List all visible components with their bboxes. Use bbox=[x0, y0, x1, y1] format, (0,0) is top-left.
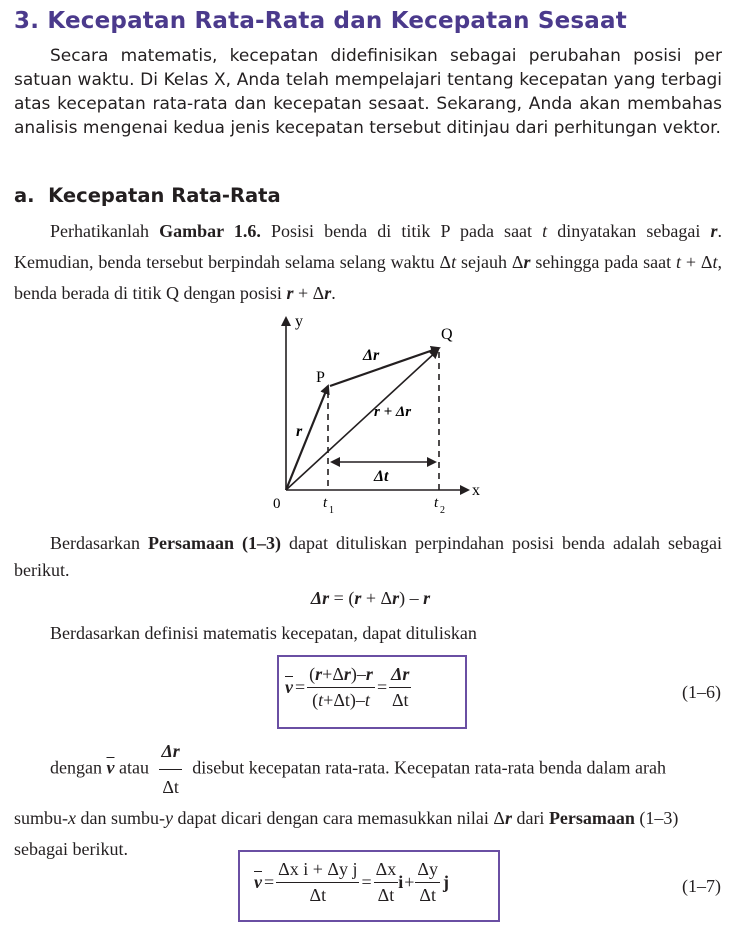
figure-1-6-position-diagram bbox=[264, 312, 504, 524]
var-r: r bbox=[324, 283, 332, 303]
eq-term: Δy bbox=[415, 859, 440, 883]
text-run: + Δ bbox=[680, 252, 713, 272]
var-t: t bbox=[675, 252, 681, 272]
text-run: dengan bbox=[50, 757, 107, 778]
fraction-2 bbox=[389, 664, 411, 711]
eq-term: Δt bbox=[309, 885, 327, 905]
eq-term: Δr bbox=[310, 588, 330, 608]
text-run: , benda berada di titik Q dengan posisi bbox=[14, 252, 722, 303]
equation-number-1-7: (1–7) bbox=[682, 876, 721, 896]
text-run: sejauh Δ bbox=[456, 252, 524, 272]
text-run: . bbox=[331, 283, 336, 303]
r-plus-delta-r-vector bbox=[286, 350, 438, 490]
text-run: + Δ bbox=[293, 283, 325, 303]
eq-term: r bbox=[423, 588, 431, 608]
eq-term: r bbox=[354, 588, 362, 608]
var-t: t bbox=[712, 252, 718, 272]
var-r: r bbox=[504, 808, 512, 828]
section-title: Kecepatan Rata-Rata dan Kecepatan Sesaat bbox=[47, 8, 627, 34]
subsection-letter: a. bbox=[14, 184, 35, 207]
eq-term: ) – bbox=[399, 588, 424, 608]
delta-t-right-arrowhead bbox=[427, 457, 437, 467]
var-r: r bbox=[523, 252, 531, 272]
text-run: disebut kecepatan rata-rata. Kecepatan rata-rata benda dalam arah sumbu- bbox=[14, 757, 666, 828]
eq-term: Δt bbox=[162, 777, 179, 797]
intro-text: Secara matematis, kecepatan didefinisikan sebagai perubahan posisi per satuan waktu. Di Kelas X, Anda telah mempelajari tentang kecepatan yang terbagi atas kecepatan rata-rata dan kecepatan sesaat. Sekarang, Anda akan membahas analisis mengenai kedua jenis kecepatan tersebut ditinjau dari perhitungan vektor. bbox=[14, 46, 722, 138]
eq-term: +Δ bbox=[322, 664, 344, 684]
t2-subscript: 2 bbox=[440, 505, 445, 516]
average-velocity-paragraph bbox=[14, 736, 722, 865]
r-vector-label: r bbox=[296, 423, 303, 440]
eq-term: Δt bbox=[419, 885, 436, 905]
eq-term: r bbox=[343, 664, 351, 684]
eq-term: + Δ bbox=[361, 588, 393, 608]
text-run: dapat dicari dengan cara memasukkan nilai Δ bbox=[173, 808, 505, 828]
x-axis-label: x bbox=[472, 482, 480, 499]
text-run: . Kemudian, benda tersebut berpindah selama selang waktu Δ bbox=[14, 221, 723, 272]
t2-label: t bbox=[434, 495, 439, 511]
origin-label: 0 bbox=[273, 496, 281, 512]
eq-term: Δx i + Δy j bbox=[276, 859, 359, 883]
figure-description-paragraph bbox=[14, 216, 722, 309]
eq-term: r bbox=[392, 588, 400, 608]
text-run: Berdasarkan bbox=[50, 533, 148, 553]
unit-vector-i: i bbox=[398, 872, 404, 892]
equation-reference: Persamaan (1–3) bbox=[147, 533, 281, 553]
avg-velocity-symbol: $\overline{v}$ bbox=[106, 757, 115, 778]
equation-reference-number: (1–3) bbox=[634, 808, 679, 828]
eq-term: r bbox=[365, 664, 373, 684]
var-r: r bbox=[710, 221, 718, 241]
eq-term: Δr bbox=[389, 664, 411, 688]
eq-term: ( bbox=[312, 690, 319, 710]
text-run: dinyatakan sebagai bbox=[547, 221, 711, 241]
fraction-1 bbox=[307, 664, 375, 711]
eq-term: Δr bbox=[159, 736, 181, 770]
text-run: Perhatikanlah bbox=[50, 221, 160, 241]
section-heading bbox=[14, 8, 627, 34]
var-y: y bbox=[165, 808, 173, 828]
point-p-label: P bbox=[316, 369, 325, 386]
r-plus-delta-r-label: r + Δr bbox=[374, 404, 412, 420]
eq-term: )– bbox=[350, 664, 366, 684]
fraction-3 bbox=[415, 859, 440, 906]
fraction-2 bbox=[374, 859, 399, 906]
definition-paragraph bbox=[14, 620, 722, 647]
var-t: t bbox=[542, 221, 548, 241]
text-run: sebagai berikut. bbox=[14, 839, 128, 859]
equation-number-1-6: (1–6) bbox=[682, 682, 721, 702]
inline-fraction bbox=[159, 736, 181, 803]
var-x: x bbox=[68, 808, 76, 828]
text-run: dari bbox=[511, 808, 549, 828]
text-run: dapat dituliskan perpindahan posisi benda adalah sebagai berikut. bbox=[14, 533, 722, 580]
figure-reference: Gambar 1.6. bbox=[159, 221, 261, 241]
eq-term: t bbox=[364, 690, 370, 710]
eq-term: Δt bbox=[377, 885, 395, 905]
delta-r-vector bbox=[330, 348, 439, 386]
text-run: sehingga pada saat bbox=[530, 252, 676, 272]
section-number: 3. bbox=[14, 8, 40, 34]
subsection-title: Kecepatan Rata-Rata bbox=[48, 184, 281, 207]
avg-velocity-symbol: $\overline{v}$ bbox=[254, 872, 262, 892]
subsection-heading bbox=[14, 184, 281, 207]
r-vector bbox=[286, 386, 328, 490]
equation-1-7-box: $\overline{v}$ = $\frac{\text{Δx i + Δy j}}{\Delta t}$ = $\frac{\Delta x}{\Delta t}$ i + $\frac{\Delta y}{\Delta t}$ j bbox=[238, 850, 500, 922]
equation-1-6-box: $\overline{v}$ = $\frac{(r+\Delta r)-r}{(t+\Delta t)-t}$ = $\frac{\Delta r}{\Delta t}$ bbox=[277, 655, 467, 729]
avg-velocity-symbol: $\overline{v}$ bbox=[285, 677, 293, 697]
text-run: dan sumbu- bbox=[76, 808, 165, 828]
eq-term: r bbox=[315, 664, 323, 684]
point-q-label: Q bbox=[441, 326, 453, 343]
eq-term: Δx bbox=[374, 859, 399, 883]
text-run: atau bbox=[114, 757, 154, 778]
delta-t-label: Δt bbox=[374, 468, 389, 485]
t1-subscript: 1 bbox=[329, 505, 334, 516]
t1-label: t bbox=[323, 495, 328, 511]
var-t: t bbox=[451, 252, 457, 272]
eq-term: Δt bbox=[391, 690, 409, 710]
equation-reference: Persamaan bbox=[548, 808, 635, 828]
text-run: Berdasarkan definisi matematis kecepatan, dapat dituliskan bbox=[50, 623, 477, 643]
eq-term: t bbox=[318, 690, 324, 710]
unit-vector-j: j bbox=[442, 872, 449, 892]
delta-r-label: Δr bbox=[363, 347, 380, 364]
eq-term: +Δt)– bbox=[323, 690, 365, 710]
text-run: Posisi benda di titik P pada saat bbox=[260, 221, 543, 241]
var-r: r bbox=[286, 283, 294, 303]
fraction-1 bbox=[276, 859, 359, 906]
y-axis-label: y bbox=[295, 313, 303, 330]
eq-term: = ( bbox=[329, 588, 355, 608]
displacement-paragraph bbox=[14, 530, 722, 584]
eq-term: + bbox=[404, 872, 415, 892]
eq-term: ( bbox=[309, 664, 316, 684]
displacement-equation bbox=[0, 588, 741, 609]
intro-paragraph bbox=[14, 44, 722, 140]
delta-t-left-arrowhead bbox=[330, 457, 340, 467]
